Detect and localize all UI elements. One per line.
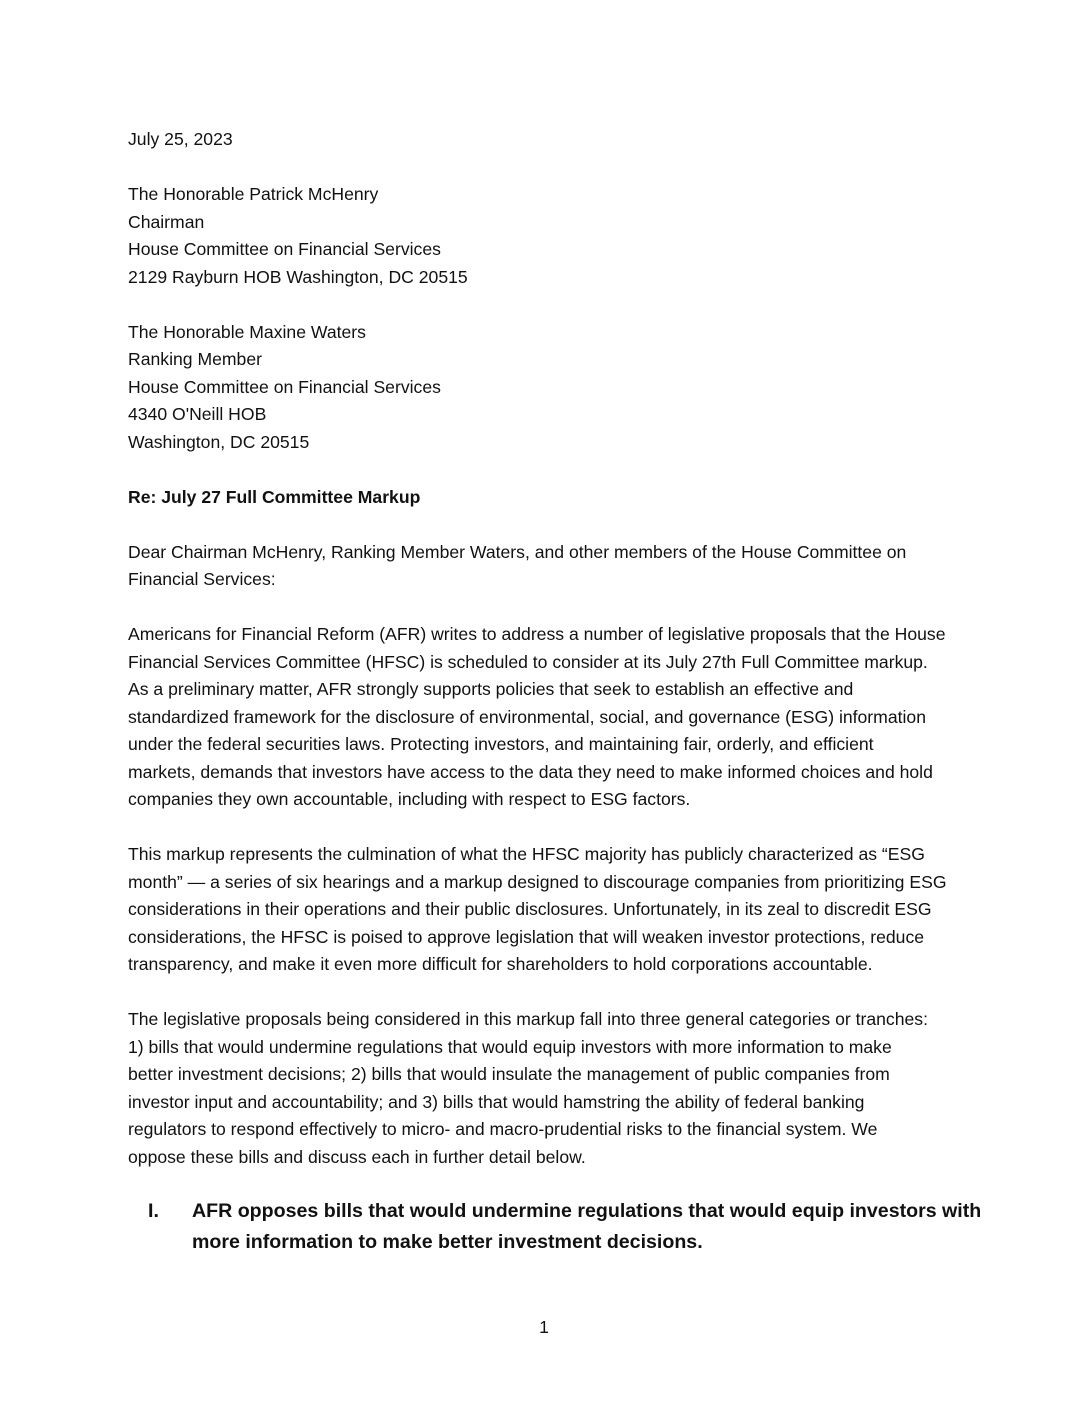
text-line: oppose these bills and discuss each in further detail below. (128, 1146, 586, 1167)
letter-body (128, 126, 958, 1171)
recipient-org: House Committee on Financial Services (128, 376, 441, 397)
section-title-line: more information to make better investment decisions. (192, 1231, 703, 1253)
section-title-line: AFR opposes bills that would undermine regulations that would equip investors with (192, 1200, 982, 1222)
letter-date: July 25, 2023 (128, 129, 233, 149)
text-line: As a preliminary matter, AFR strongly supports policies that seek to establish an effective and (128, 679, 854, 699)
text-line: Dear Chairman McHenry, Ranking Member Waters, and other members of the House Committee on (128, 541, 907, 562)
subject-line: Re: July 27 Full Committee Markup (128, 486, 421, 507)
recipient-address-line: 4340 O'Neill HOB (128, 404, 267, 424)
text-line: Americans for Financial Reform (AFR) writes to address a number of legislative proposals that the House (128, 624, 946, 644)
text-line: under the federal securities laws. Protecting investors, and maintaining fair, orderly, and efficient (128, 734, 874, 754)
recipient-address: 2129 Rayburn HOB Washington, DC 20515 (128, 266, 468, 287)
recipient-org: House Committee on Financial Services (128, 239, 441, 259)
section-number: I. (148, 1200, 159, 1222)
page-number: 1 (539, 1317, 549, 1337)
text-line: standardized framework for the disclosure of environmental, social, and governance (ESG) information (128, 706, 926, 727)
text-line: considerations, the HFSC is poised to approve legislation that will weaken investor protections, reduce (128, 926, 925, 947)
text-line: companies they own accountable, including with respect to ESG factors. (128, 789, 691, 809)
text-line: investor input and accountability; and 3) bills that would hamstring the ability of federal banking (128, 1091, 865, 1112)
text-line: regulators to respond effectively to micro- and macro-prudential risks to the financial system. We (128, 1119, 878, 1139)
text-line: better investment decisions; 2) bills that would insulate the management of public companies from (128, 1064, 890, 1084)
salutation (128, 539, 958, 594)
recipient-address-line: Washington, DC 20515 (128, 431, 310, 452)
recipient-name: The Honorable Patrick McHenry (128, 184, 379, 204)
text-line: Financial Services Committee (HFSC) is scheduled to consider at its July 27th Full Committee markup. (128, 651, 928, 672)
recipient-title: Chairman (128, 211, 205, 232)
paragraph-categories (128, 1006, 958, 1171)
text-line: transparency, and make it even more difficult for shareholders to hold corporations accountable. (128, 954, 873, 974)
text-line: considerations in their operations and their public disclosures. Unfortunately, in its zeal to discredit ESG (128, 899, 932, 919)
recipient-chairman (128, 181, 958, 291)
paragraph-intro (128, 621, 958, 814)
text-line: This markup represents the culmination of what the HFSC majority has publicly characterized as “ESG (128, 844, 925, 864)
text-line: The legislative proposals being considered in this markup fall into three general categories or tranches: (128, 1009, 928, 1029)
paragraph-esg-month (128, 841, 958, 979)
text-line: month” — a series of six hearings and a markup designed to discourage companies from prioritizing ESG (128, 871, 947, 892)
section-title (192, 1196, 981, 1258)
text-line: Financial Services: (128, 569, 276, 589)
recipient-title: Ranking Member (128, 349, 262, 369)
recipient-name: The Honorable Maxine Waters (128, 321, 366, 342)
recipient-ranking-member (128, 319, 958, 457)
text-line: markets, demands that investors have access to the data they need to make informed choices and hold (128, 761, 933, 782)
text-line: 1) bills that would undermine regulations that would equip investors with more information to make (128, 1036, 892, 1057)
